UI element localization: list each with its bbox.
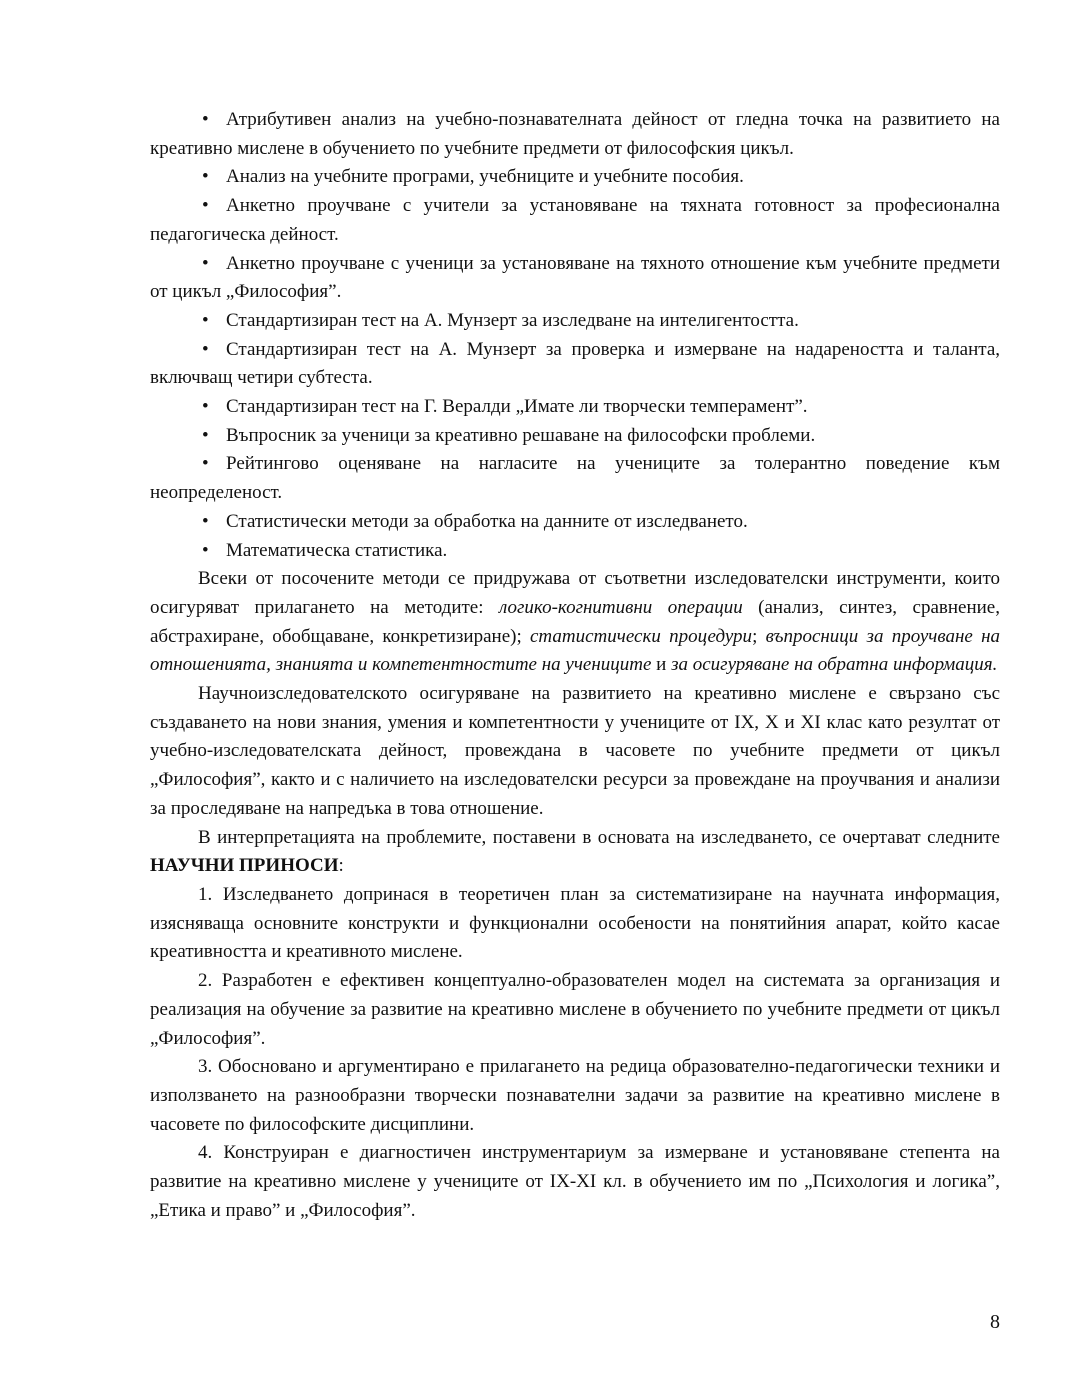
bullet-item: • Статистически методи за обработка на данните от изследването. [150, 508, 1000, 537]
contribution-item: 1. Изследването допринася в теоретичен план за систематизиране на научната информация, изясняваща основните конструкти и функционални особености на понятийния апарат, който касае креативността и креативното мислене. [150, 883, 1000, 963]
page-number: 8 [990, 1311, 1000, 1333]
paragraph-text: и [651, 654, 672, 676]
methods-bullet-list [150, 106, 1000, 565]
italic-term: статистически процедури [530, 625, 753, 647]
bullet-item: • Анкетно проучване с учители за установяване на тяхната готовност за професионална педагогическа дейност. [150, 192, 1000, 249]
italic-term: въпросници за проучване на отношенията, знанията и компетентностите на учениците [150, 625, 1000, 676]
contributions-heading: НАУЧНИ ПРИНОСИ [150, 855, 339, 877]
paragraph-text: Всеки от посочените методи се придружава от съответни изследователски инструменти, които осигуряват прилагането на методите: [150, 568, 1000, 618]
bullet-item: • Въпросник за ученици за креативно решаване на философски проблеми. [150, 422, 1000, 451]
contribution-item: 4. Конструиран е диагностичен инструментариум за измерване и установяване степента на развитие на креативно мислене у учениците от IX-XI кл. в обучението им по „Психология и логика”, „Етика и право” и „Философия”. [150, 1142, 1000, 1221]
italic-term: за осигуряване на обратна информация. [671, 654, 998, 676]
document-page [150, 106, 1000, 1225]
bullet-item: • Стандартизиран тест на Г. Вералди „Имате ли творчески темперамент”. [150, 393, 1000, 422]
bullet-item: • Рейтингово оценяване на нагласите на учениците за толерантно поведение към неопределеност. [150, 450, 1000, 507]
research-paragraph: Научноизследователското осигуряване на развитието на креативно мислене е свързано със създаването на нови знания, умения и компетентности у учениците от IX, X и XI клас като резултат от учебно-изследователската дейност, провеждана в часовете по учебните предмети от цикъл „Философия”, както и с наличието на изследователски ресурси за провеждане на проучвания и анализи за проследяване на напредъка в това отношение. [150, 683, 1000, 819]
bullet-item: • Атрибутивен анализ на учебно-познавателната дейност от гледна точка на развитието на креативно мислене в обучението по учебните предмети от философския цикъл. [150, 106, 1000, 163]
methods-paragraph [150, 565, 1000, 680]
bullet-item: • Анкетно проучване с ученици за установяване на тяхното отношение към учебните предмети от цикъл „Философия”. [150, 250, 1000, 307]
paragraph-text: (анализ, синтез, сравнение, абстрахиране, обобщаване, конкретизиране); [150, 596, 1000, 647]
contribution-item: 2. Разработен е ефективен концептуално-образователен модел на системата за организация и реализация на обучение за развитие на креативно мислене в обучението по учебните предмети от цикъл „Философия”. [150, 970, 1000, 1049]
contributions-list [150, 881, 1000, 1225]
bullet-item: • Стандартизиран тест на А. Мунзерт за изследване на интелигентостта. [150, 307, 1000, 336]
bullet-item: • Математическа статистика. [150, 537, 1000, 566]
contributions-intro [150, 824, 1000, 881]
contribution-item: 3. Обосновано и аргументирано е прилагането на редица образователно-педагогически техники и използването на разнообразни творчески познавателни задачи за развитие на креативно мислене в часовете по философските дисциплини. [150, 1056, 1000, 1135]
paragraph-text: : [338, 855, 344, 877]
bullet-item: • Анализ на учебните програми, учебниците и учебните пособия. [150, 163, 1000, 192]
paragraph-text: ; [752, 625, 766, 647]
paragraph-text: В интерпретацията на проблемите, поставени в основата на изследването, се очертават следните [198, 826, 1000, 848]
bullet-item: • Стандартизиран тест на А. Мунзерт за проверка и измерване на надареността и таланта, включващ четири субтеста. [150, 336, 1000, 393]
italic-term: логико-когнитивни операции [498, 596, 743, 618]
